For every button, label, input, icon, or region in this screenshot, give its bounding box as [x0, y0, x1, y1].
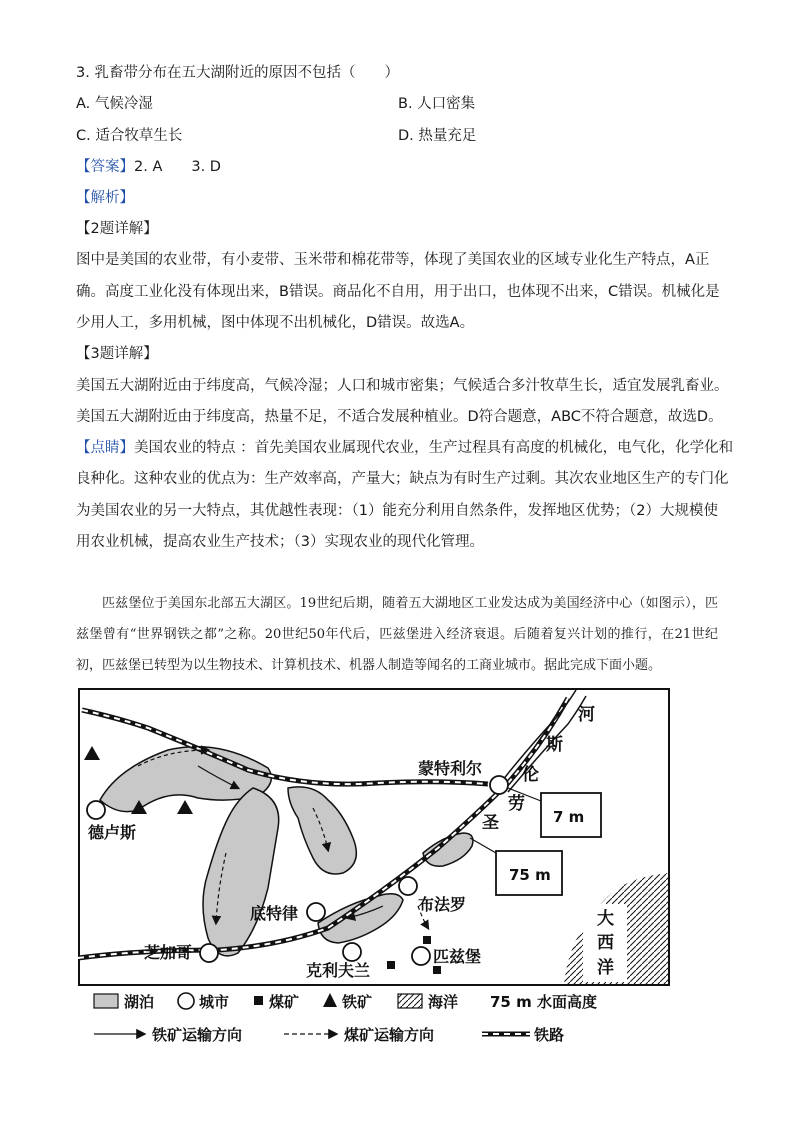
city-montreal-marker	[490, 776, 508, 794]
q2-detail-line: 确。高度工业化没有体现出来，B错误。商品化不自用，用于出口，也体现不出来，C错误。机械化是	[76, 284, 720, 300]
height-label-7m: 7 m	[553, 808, 585, 826]
ocean-label: 洋	[597, 958, 614, 978]
analysis-label: 【解析】	[76, 190, 134, 206]
river-label: 伦	[522, 765, 539, 785]
legend-iron-route-label: 铁矿运输方向	[152, 1026, 243, 1044]
legend-railway-label: 铁路	[534, 1026, 565, 1044]
coal-mine-icon	[423, 936, 431, 944]
legend-coal-route-label: 煤矿运输方向	[344, 1026, 435, 1044]
city-label-buffalo: 布法罗	[418, 895, 467, 914]
city-label-duluth: 德卢斯	[88, 823, 137, 842]
city-label-pittsburgh: 匹兹堡	[433, 947, 482, 966]
legend-height-label: 75 m 水面高度	[490, 993, 597, 1011]
key-point-line: 良种化。这种农业的优点为：生产效率高，产量大；缺点为有时生产过剩。其次农业地区生产的专门化	[76, 471, 729, 487]
ocean-label: 大	[597, 909, 614, 929]
legend-lake-swatch	[94, 994, 118, 1008]
legend-coal-symbol	[254, 996, 263, 1005]
coal-mine-icon	[387, 961, 395, 969]
iron-mine-icon	[84, 746, 100, 760]
city-chicago-marker	[200, 944, 218, 962]
legend-lake-label: 湖泊	[124, 993, 155, 1011]
city-cleveland-marker	[343, 943, 361, 961]
city-buffalo-marker	[399, 877, 417, 895]
city-label-chicago: 芝加哥	[144, 943, 193, 962]
option-c: C. 适合牧草生长	[76, 128, 183, 144]
river-label: 河	[578, 705, 595, 725]
answer-label: 【答案】	[76, 159, 134, 175]
city-label-cleveland: 克利夫兰	[306, 961, 371, 980]
city-detroit-marker	[307, 903, 325, 921]
legend-ocean-label: 海洋	[428, 993, 459, 1011]
option-a: A. 气候冷湿	[76, 96, 153, 112]
key-point-line	[76, 438, 733, 458]
option-b: B. 人口密集	[398, 96, 476, 112]
height-label-75m: 75 m	[509, 866, 551, 884]
legend-city-symbol	[178, 993, 194, 1009]
reading-passage	[76, 588, 718, 681]
city-label-detroit: 底特律	[250, 904, 299, 923]
q3-detail-label: 【3题详解】	[76, 346, 158, 362]
legend-ocean-swatch	[398, 994, 422, 1008]
key-point-line: 为美国农业的另一大特点，其优越性表现：（1）能充分利用自然条件，发挥地区优势；（2）大规模使	[76, 503, 718, 519]
river-label: 圣	[482, 813, 499, 833]
city-pittsburgh-marker	[412, 947, 430, 965]
river-label: 斯	[546, 735, 563, 755]
legend-iron-symbol	[323, 993, 337, 1007]
q3-detail-line: 美国五大湖附近由于纬度高，气候冷湿；人口和城市密集；气候适合多汁牧草生长，适宜发展乳畜业。	[76, 378, 729, 394]
q2-detail-line: 图中是美国的农业带，有小麦带、玉米带和棉花带等，体现了美国农业的区域专业化生产特点，A正	[76, 252, 710, 268]
answer-text: 2. A 3. D	[134, 159, 221, 175]
q3-detail-line: 美国五大湖附近由于纬度高，热量不足，不适合发展种植业。D符合题意，ABC不符合题意，故选D。	[76, 409, 723, 425]
key-point-line: 用农业机械，提高农业生产技术；（3）实现农业的现代化管理。	[76, 534, 484, 550]
lake-michigan	[203, 788, 279, 956]
q2-detail-line: 少用人工，多用机械，图中体现不出机械化，D错误。故选A。	[76, 315, 475, 331]
ocean-label: 西	[597, 933, 614, 953]
key-point-label: 【点睛】	[76, 440, 134, 456]
legend-iron-label: 铁矿	[342, 993, 373, 1011]
city-duluth-marker	[87, 801, 105, 819]
q2-detail-label: 【2题详解】	[76, 221, 158, 237]
height-leader-line	[470, 838, 496, 853]
answer-line	[76, 157, 221, 177]
option-d: D. 热量充足	[398, 128, 477, 144]
city-label-montreal: 蒙特利尔	[418, 759, 483, 778]
lake-erie	[318, 894, 403, 943]
question-3-stem: 3. 乳畜带分布在五大湖附近的原因不包括（ ）	[76, 65, 399, 81]
iron-mine-icon	[177, 800, 193, 814]
legend-coal-label: 煤矿	[269, 993, 300, 1011]
coal-mine-icon	[433, 966, 441, 974]
legend-city-label: 城市	[199, 993, 230, 1011]
river-label: 劳	[508, 794, 525, 814]
passage-text: 匹兹堡位于美国东北部五大湖区。19世纪后期，随着五大湖地区工业发达成为美国经济中心（如图示），匹兹堡曾有“世界钢铁之都”之称。20世纪50年代后，匹兹堡进入经济衰退。后随着复兴计划的推行，在21世纪初，匹兹堡已转型为以生物技术、计算机技术、机器人制造等闻名的工商业城市。据此完成下面小题。	[76, 596, 718, 673]
great-lakes-map	[78, 688, 720, 1060]
key-point-first: 美国农业的特点 ：首先美国农业属现代农业，生产过程具有高度的机械化，电气化，化学化和	[134, 440, 734, 456]
